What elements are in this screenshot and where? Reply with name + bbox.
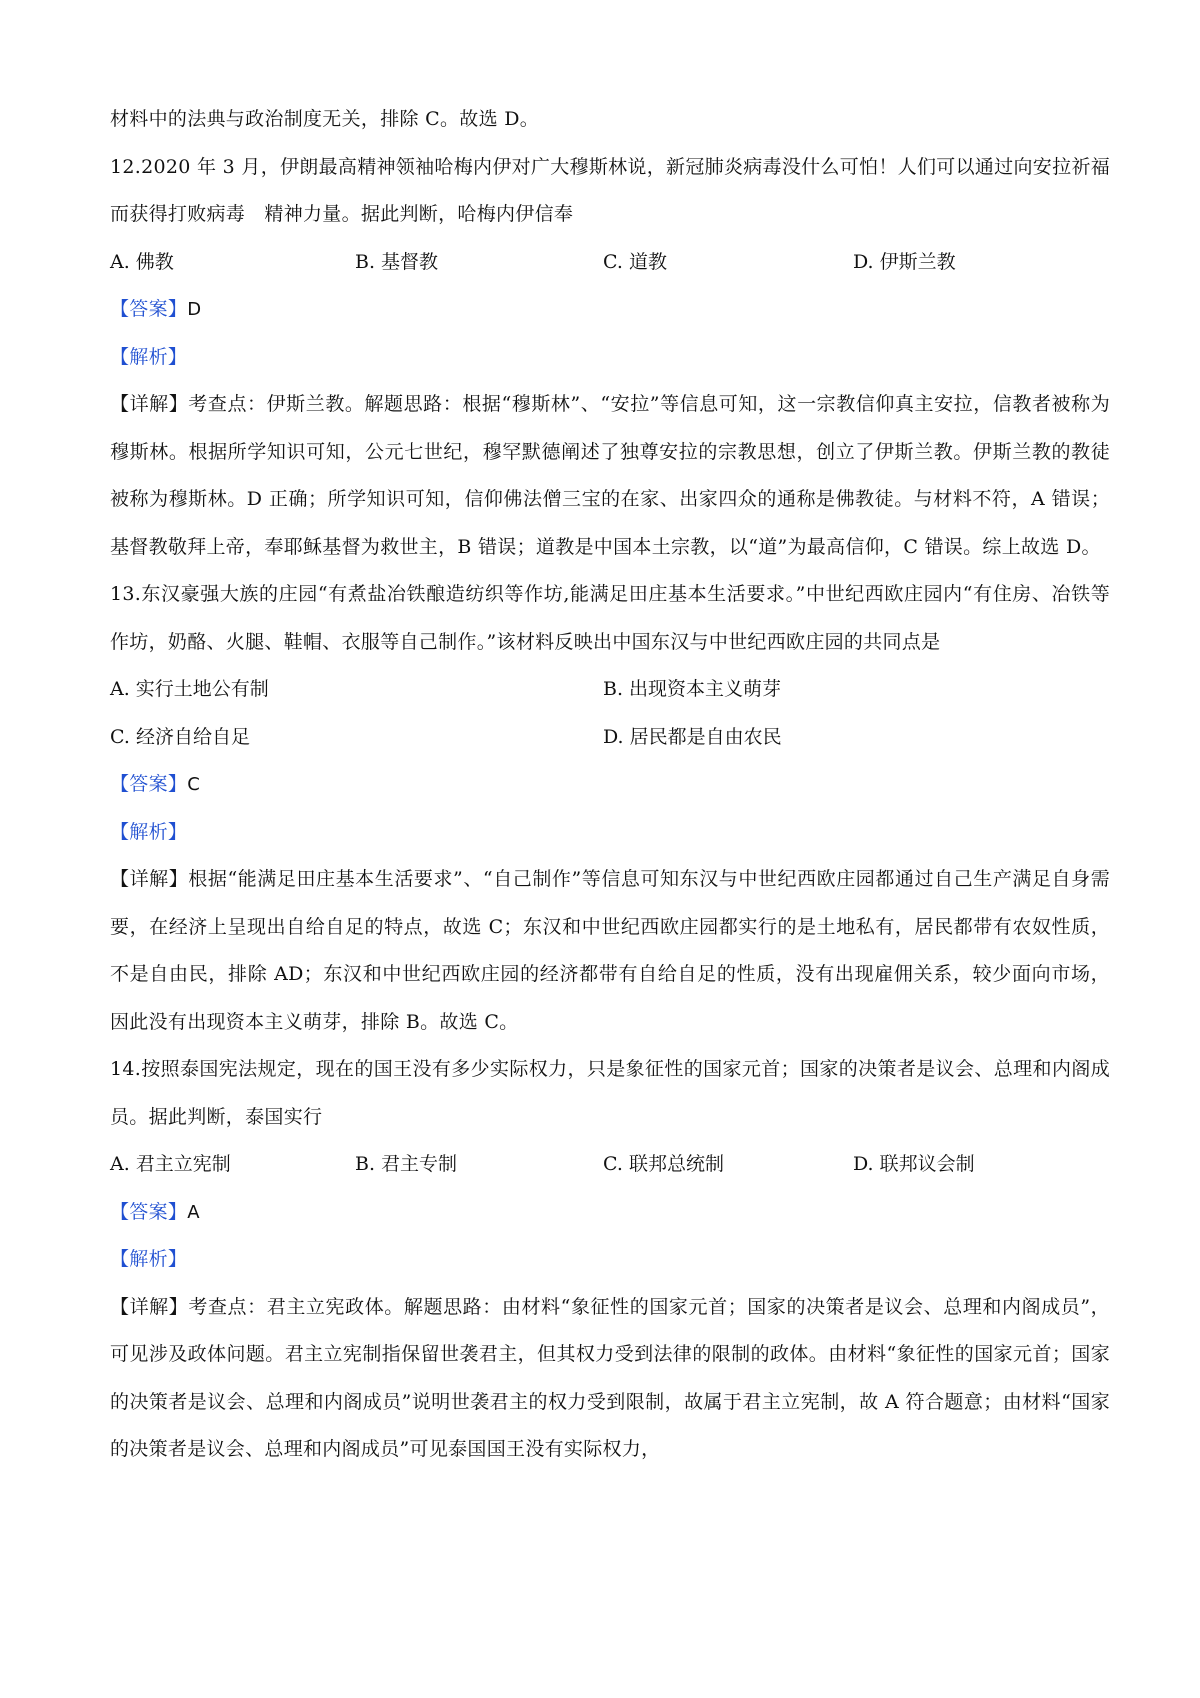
analysis-tag: 【解析】 [110, 1248, 188, 1270]
q13-answer [110, 761, 1110, 809]
answer-tag: 【答案】 [110, 773, 188, 795]
previous-analysis-tail: 材料中的法典与政治制度无关，排除 C。故选 D。 [110, 108, 540, 130]
detail-text: 考查点：君主立宪政体。解题思路：由材料“象征性的国家元首；国家的决策者是议会、总理和内阁成员”，可见涉及政体问题。君主立宪制指保留世袭君主，但其权力受到法律的限制的政体。由材料“象征性的国家元首；国家的决策者是议会、总理和内阁成员”说明世袭君主的权力受到限制，故属于君主立宪制，故 A 符合题意；由材料“国家的决策者是议会、总理和内阁成员”可见泰国国王没有实际权力， [110, 1295, 1110, 1460]
answer-tag: 【答案】 [110, 298, 188, 320]
detail-tag: 【详解】 [110, 868, 189, 890]
q13-option-c: C. 经济自给自足 [110, 725, 250, 748]
analysis-tag: 【解析】 [110, 345, 188, 368]
q12-detail [110, 381, 1110, 571]
answer-tag: 【答案】 [110, 1200, 188, 1223]
document-page [110, 96, 1110, 1474]
q14-option-d: D. 联邦议会制 [853, 1153, 975, 1175]
question-13-stem: 13.东汉豪强大族的庄园“有煮盐冶铁酿造纺织等作坊,能满足田庄基本生活要求。”中世纪西欧庄园内“有住房、冶铁等作坊，奶酪、火腿、鞋帽、衣服等自己制作。”该材料反映出中国东汉与中世纪西欧庄园的共同点是 [110, 583, 1110, 653]
q14-detail [110, 1284, 1110, 1474]
q13-option-b: B. 出现资本主义萌芽 [603, 678, 782, 700]
question-12-stem: 12.2020 年 3 月，伊朗最高精神领袖哈梅内伊对广大穆斯林说，新冠肺炎病毒没什么可怕！人们可以通过向安拉祈福而获得打败病毒 精神力量。据此判断，哈梅内伊信奉 [110, 155, 1110, 225]
q12-option-c: C. 道教 [603, 250, 667, 273]
question-13-options-row-1 [110, 666, 1110, 714]
analysis-tag: 【解析】 [110, 820, 188, 843]
q12-option-a: A. 佛教 [110, 250, 174, 273]
q12-analysis-heading [110, 334, 1110, 382]
detail-tag: 【详解】 [110, 393, 189, 415]
detail-text: 根据“能满足田庄基本生活要求”、“自己制作”等信息可知东汉与中世纪西欧庄园都通过自己生产满足自身需要，在经济上呈现出自给自足的特点，故选 C；东汉和中世纪西欧庄园都实行的是土地私有，居民都带有农奴性质，不是自由民，排除 AD；东汉和中世纪西欧庄园的经济都带有自给自足的性质，没有出现雇佣关系，较少面向市场，因此没有出现资本主义萌芽，排除 B。故选 C。 [110, 868, 1110, 1033]
question-12-options [110, 239, 1110, 287]
answer-value: C [187, 774, 201, 795]
q13-analysis-heading [110, 809, 1110, 857]
q12-answer [110, 286, 1110, 334]
q14-answer [110, 1189, 1110, 1237]
question-13-options-row-2 [110, 714, 1110, 762]
question-14-stem: 14.按照泰国宪法规定，现在的国王没有多少实际权力，只是象征性的国家元首；国家的决策者是议会、总理和内阁成员。据此判断，泰国实行 [110, 1058, 1110, 1128]
q12-option-b: B. 基督教 [355, 250, 439, 273]
q13-detail [110, 856, 1110, 1046]
q14-option-c: C. 联邦总统制 [603, 1153, 724, 1175]
question-14-options [110, 1141, 1110, 1189]
detail-tag: 【详解】 [110, 1295, 189, 1318]
q14-option-a: A. 君主立宪制 [110, 1153, 231, 1175]
q14-analysis-heading [110, 1236, 1110, 1284]
q14-option-b: B. 君主专制 [355, 1153, 458, 1175]
answer-value: A [187, 1201, 200, 1223]
q13-option-a: A. 实行土地公有制 [110, 678, 269, 700]
answer-value: D [187, 299, 202, 320]
detail-text: 考查点：伊斯兰教。解题思路：根据“穆斯林”、“安拉”等信息可知，这一宗教信仰真主安拉，信教者被称为穆斯林。根据所学知识可知，公元七世纪，穆罕默德阐述了独尊安拉的宗教思想，创立了伊斯兰教。伊斯兰教的教徒被称为穆斯林。D 正确；所学知识可知，信仰佛法僧三宝的在家、出家四众的通称是佛教徒。与材料不符，A 错误；基督教敬拜上帝，奉耶稣基督为救世主，B 错误；道教是中国本土宗教，以“道”为最高信仰，C 错误。综上故选 D。 [110, 393, 1110, 558]
q13-option-d: D. 居民都是自由农民 [603, 725, 782, 748]
q12-option-d: D. 伊斯兰教 [853, 250, 956, 273]
